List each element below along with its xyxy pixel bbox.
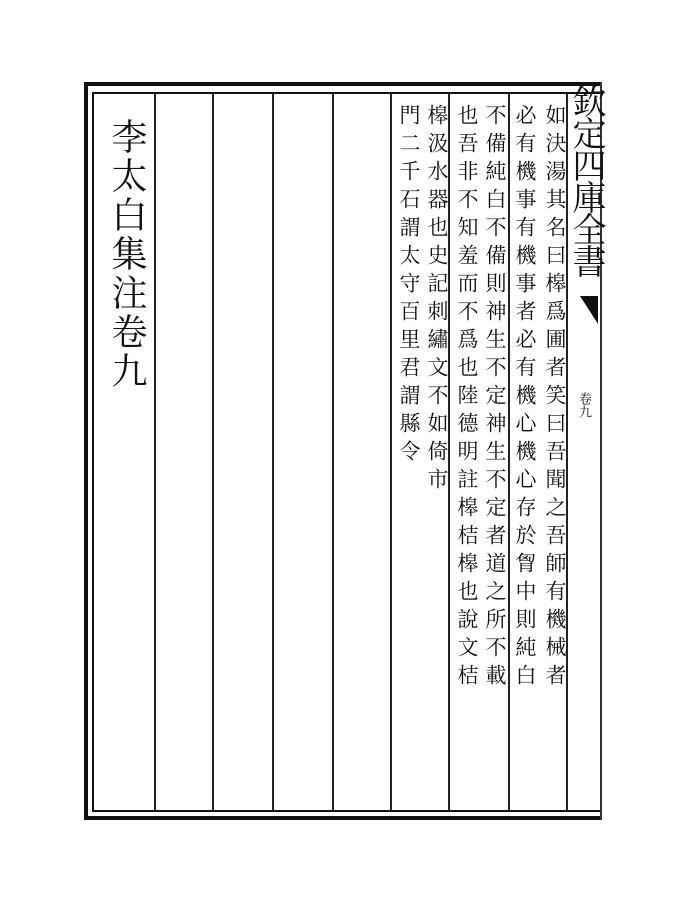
text-column-5: 槔汲水器也史記刺繡文不如倚市 [425, 104, 449, 496]
margin-volume-mark: 卷九 [576, 392, 591, 418]
volume-title: 李太白集注卷九 [106, 118, 147, 391]
text-column-1: 如決湯其名曰槔爲圃者笑曰吾聞之吾師有機械者 [543, 104, 567, 692]
frame-left-border [84, 82, 88, 820]
text-column-3: 不備純白不備則神生不定神生不定者道之所不載 [483, 104, 507, 692]
frame-left-inner-border [92, 92, 94, 812]
text-column-6: 門二千石謂太守百里君謂縣令 [397, 104, 421, 468]
frame-bottom-inner-border [92, 810, 600, 812]
column-rule [272, 94, 274, 810]
column-rule [154, 94, 156, 810]
column-rule [332, 94, 334, 810]
fish-tail-mark [580, 296, 598, 324]
text-column-2: 必有機事有機事者必有機心機心存於胷中則純白 [513, 104, 537, 692]
frame-top-inner-border [92, 92, 600, 94]
column-rule [212, 94, 214, 810]
text-column-4: 也吾非不知羞而不爲也陸德明註槔桔槔也說文桔 [455, 104, 479, 692]
frame-top-border [84, 82, 600, 86]
frame-bottom-border [84, 816, 600, 820]
margin-book-title: 欽定四庫全書 [566, 84, 606, 276]
column-rule [390, 94, 392, 810]
